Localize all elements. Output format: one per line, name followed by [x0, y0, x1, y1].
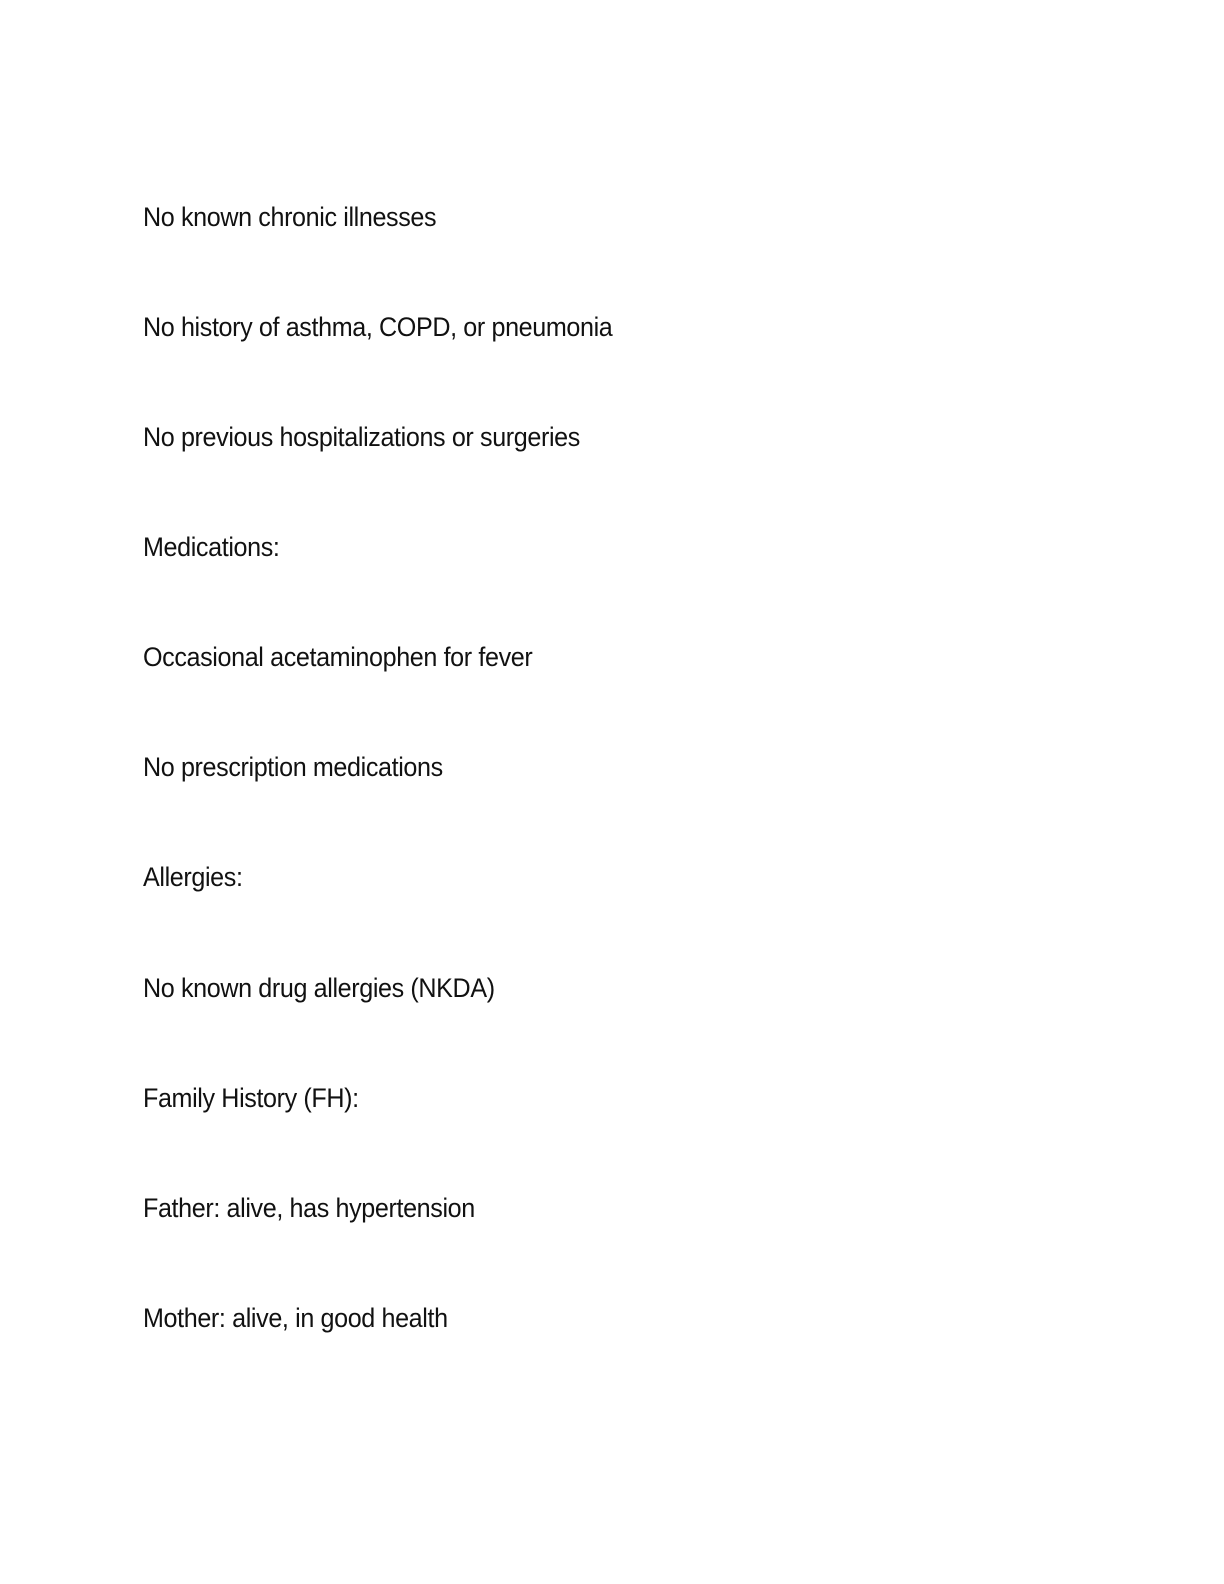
family-history-line-mother: Mother: alive, in good health: [143, 1303, 448, 1333]
history-line-no-respiratory-history: No history of asthma, COPD, or pneumonia: [143, 312, 613, 342]
family-history-line-father: Father: alive, has hypertension: [143, 1193, 475, 1223]
family-history-heading: Family History (FH):: [143, 1083, 359, 1113]
medications-heading: Medications:: [143, 532, 280, 562]
history-line-no-chronic-illnesses: No known chronic illnesses: [143, 202, 437, 232]
medication-line-no-prescriptions: No prescription medications: [143, 752, 443, 782]
allergies-heading: Allergies:: [143, 862, 243, 892]
medication-line-acetaminophen: Occasional acetaminophen for fever: [143, 642, 533, 672]
history-line-no-hospitalizations: No previous hospitalizations or surgeries: [143, 422, 580, 452]
allergy-line-nkda: No known drug allergies (NKDA): [143, 973, 495, 1003]
